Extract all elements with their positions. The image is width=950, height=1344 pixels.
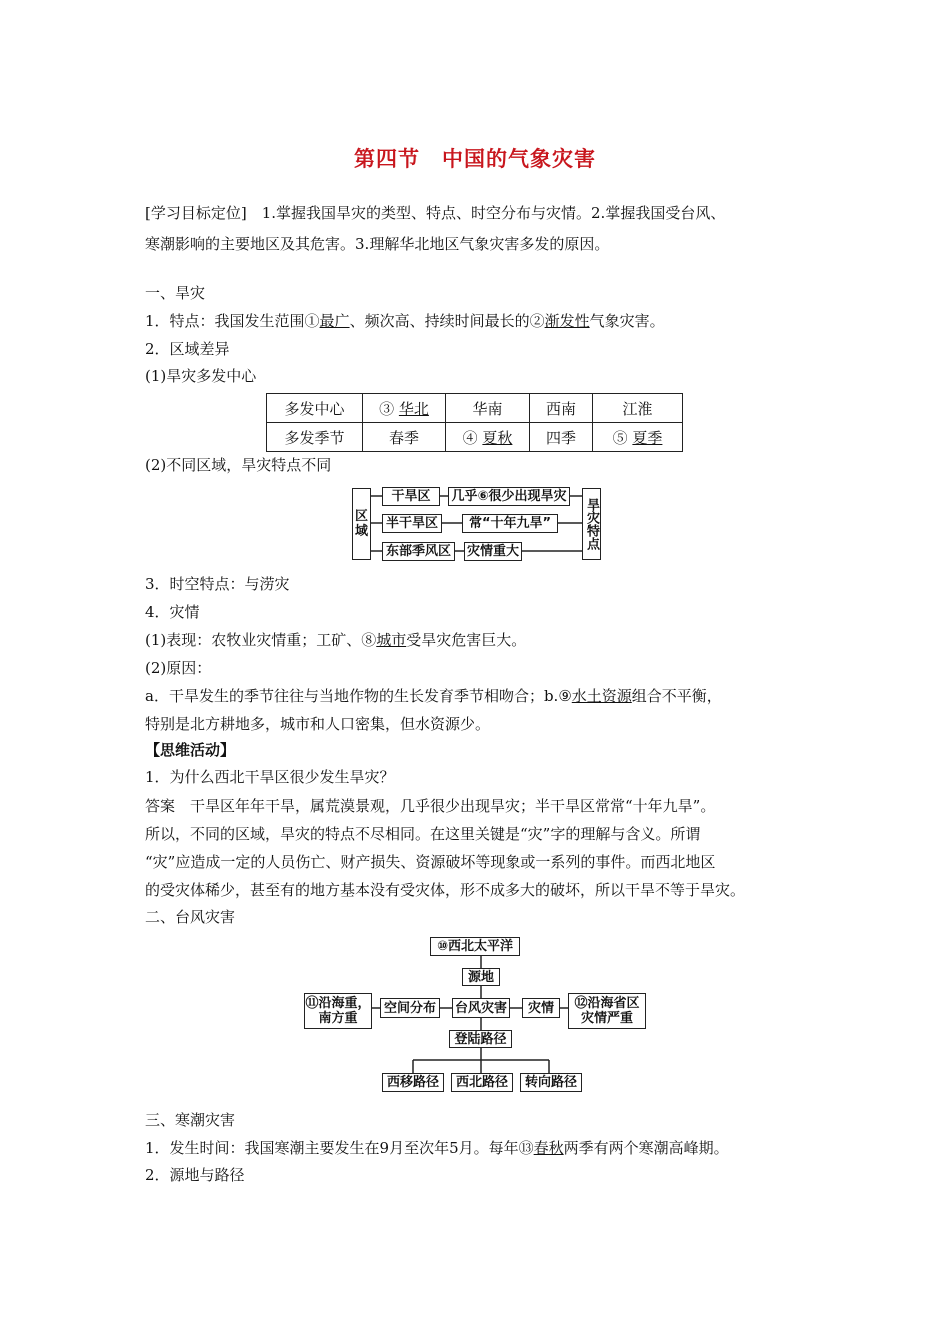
text: ⑫沿海省区 — [574, 996, 640, 1011]
diagram1-region: 区域 — [352, 488, 371, 560]
reason-heading: (2)原因： — [145, 659, 212, 677]
diagram1-arid: 干旱区 — [382, 487, 440, 506]
thinking-answer-1: 答案 干旱区年年干旱，属荒漠景观，几乎很少出现旱灾；半干旱区常常“十年九旱”。 — [145, 797, 716, 815]
diagram2-path-northwest: 西北路径 — [451, 1073, 513, 1092]
section-typhoon-heading: 二、台风灾害 — [145, 908, 236, 926]
diagram2-origin-area: ⑩西北太平洋 — [430, 937, 520, 956]
table-cell: 四季 — [530, 423, 593, 452]
thinking-answer-4: 的受灾体稀少，甚至有的地方基本没有受灾体，形不成多大的破坏，所以干旱不等于旱灾。 — [145, 881, 746, 899]
text: 南方重 — [318, 1011, 358, 1026]
table-cell: 春季 — [363, 423, 446, 452]
thinking-answer-3: “灾”应造成一定的人员伤亡、财产损失、资源破坏等现象或一系列的事件。而西北地区 — [145, 853, 716, 871]
thinking-question: 1．为什么西北干旱区很少发生旱灾？ — [145, 768, 395, 786]
answer-9: 水土资源 — [571, 687, 632, 705]
text: ⑪沿海重， — [305, 996, 371, 1011]
thinking-heading: 【思维活动】 — [145, 741, 236, 759]
diagram2-source: 源地 — [462, 968, 500, 986]
answer-4: 夏秋 — [482, 428, 513, 447]
text: 灾情严重 — [580, 1011, 633, 1026]
drought-centers: (1)旱灾多发中心 — [145, 367, 257, 385]
num: ④ — [462, 428, 478, 447]
text: 1．特点：我国发生范围① — [145, 312, 320, 330]
answer-2: 渐发性 — [544, 312, 590, 330]
diagram2-disaster: 灾情 — [522, 998, 560, 1018]
reason-b: 特别是北方耕地多，城市和人口密集，但水资源少。 — [145, 715, 491, 733]
diagram2-center: 台风灾害 — [452, 998, 510, 1018]
diagram1-monsoon: 东部季风区 — [382, 542, 455, 561]
time-space: 3．时空特点：与涝灾 — [145, 575, 290, 593]
diagram1-features: 旱灾特点 — [582, 488, 601, 560]
answer-5: 夏季 — [632, 428, 663, 447]
region-diff: 2．区域差异 — [145, 340, 230, 358]
table-cell: 多发中心 — [267, 394, 363, 423]
diagram1-semiarid-feature: 常“十年九旱” — [462, 514, 558, 533]
table-cell: 江淮 — [593, 394, 683, 423]
text: 气象灾害。 — [589, 312, 665, 330]
diagram2-left-distribution — [304, 993, 372, 1029]
text: 、频次高、持续时间最长的② — [349, 312, 545, 330]
answer-13: 春秋 — [533, 1139, 564, 1157]
section-drought-heading: 一、旱灾 — [145, 284, 206, 302]
table-cell: 多发季节 — [267, 423, 363, 452]
num: ⑤ — [612, 428, 628, 447]
text: 受旱灾危害巨大。 — [406, 631, 527, 649]
diagram1-monsoon-feature: 灾情重大 — [464, 542, 522, 561]
diagram2-path-recurve: 转向路径 — [520, 1073, 582, 1092]
answer-8: 城市 — [376, 631, 407, 649]
disaster-heading: 4．灾情 — [145, 603, 200, 621]
page-title: 第四节 中国的气象灾害 — [354, 147, 596, 171]
diagram2-right-disaster — [568, 993, 646, 1029]
text: 两季有两个寒潮高峰期。 — [563, 1139, 729, 1157]
answer-3: 华北 — [398, 399, 429, 418]
section-coldwave-heading: 三、寒潮灾害 — [145, 1111, 236, 1129]
answer-1: 最广 — [319, 312, 350, 330]
num: ③ — [379, 399, 395, 418]
diff-region: (2)不同区域，旱灾特点不同 — [145, 456, 332, 474]
text: a．干旱发生的季节往往与当地作物的生长发育季节相吻合；b.⑨ — [145, 687, 572, 705]
diagram2-path-west: 西移路径 — [382, 1073, 444, 1092]
table-cell: 西南 — [530, 394, 593, 423]
text: 组合不平衡， — [631, 687, 722, 705]
table-cell: 华南 — [446, 394, 530, 423]
objectives-line-1: [学习目标定位] 1.掌握我国旱灾的类型、特点、时空分布与灾情。2.掌握我国受台风、 — [145, 204, 726, 222]
coldwave-time — [145, 1138, 729, 1158]
text: 1．发生时间：我国寒潮主要发生在9月至次年5月。每年⑬ — [145, 1139, 534, 1157]
diagram2-path: 登陆路径 — [449, 1030, 512, 1048]
diagram1-arid-feature: 几乎⑥很少出现旱灾 — [448, 487, 570, 506]
diagram2-spatial: 空间分布 — [380, 998, 440, 1018]
coldwave-source: 2．源地与路径 — [145, 1166, 245, 1184]
diagram1-semiarid: 半干旱区 — [382, 514, 442, 533]
thinking-answer-2: 所以，不同的区域，旱灾的特点不尽相同。在这里关键是“灾”字的理解与含义。所谓 — [145, 825, 701, 843]
text: (1)表现：农牧业灾情重；工矿、⑧ — [145, 631, 377, 649]
objectives-line-2: 寒潮影响的主要地区及其危害。3.理解华北地区气象灾害多发的原因。 — [145, 235, 610, 253]
